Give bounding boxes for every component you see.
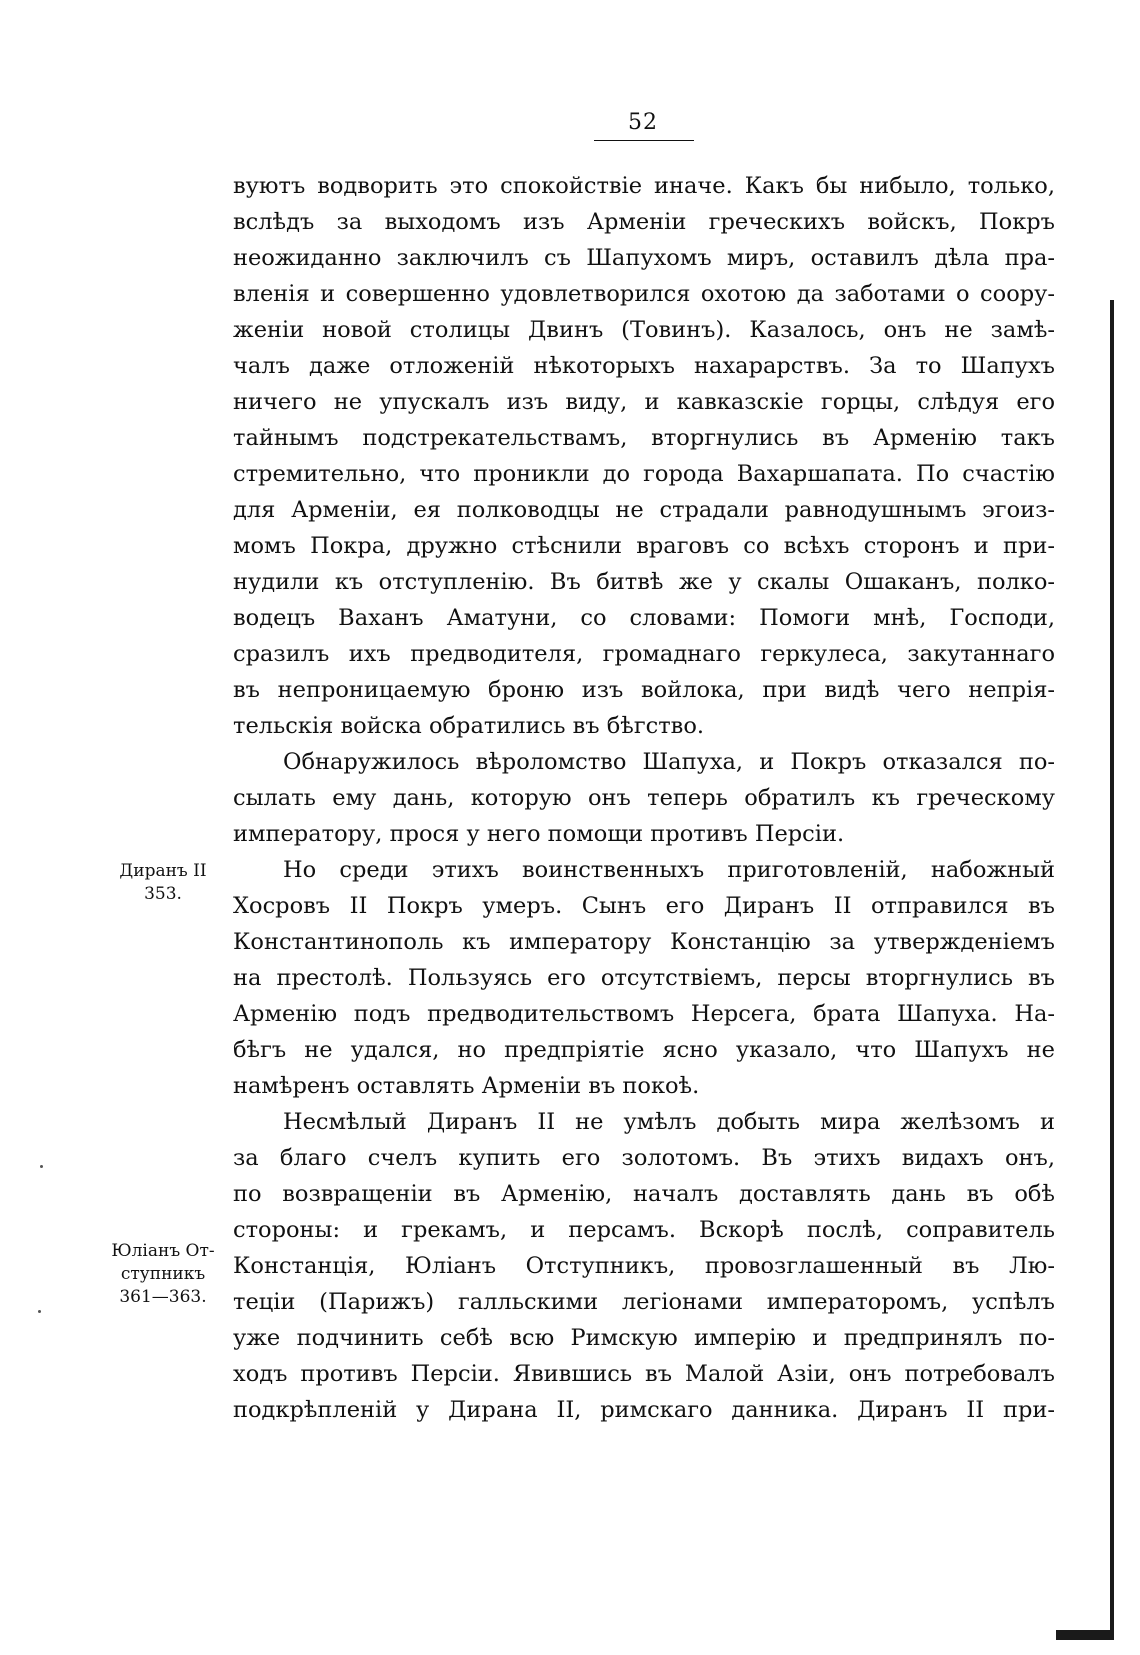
text-line: нудили къ отступленію. Въ битвѣ же у скалы Ошаканъ, полко- (233, 569, 1055, 595)
text-line: на престолѣ. Пользуясь его отсутствіемъ, персы вторгнулись въ (233, 965, 1055, 991)
page-number: 52 (628, 110, 658, 135)
page-edge-shadow (1056, 1630, 1114, 1640)
margin-note-name: Диранъ II (119, 861, 207, 881)
text-line: водецъ Ваханъ Аматуни, со словами: Помоги мнѣ, Господи, (233, 605, 1055, 631)
margin-note-julian (98, 1240, 228, 1309)
text-line: подкрѣпленій у Дирана II, римскаго данника. Диранъ II при- (233, 1397, 1055, 1423)
text-line: женіи новой столицы Двинъ (Товинъ). Казалось, онъ не замѣ- (233, 317, 1055, 343)
text-line: тельскія войска обратились въ бѣгство. (233, 713, 705, 739)
scan-speck (38, 1310, 41, 1313)
text-line: стороны: и грекамъ, и персамъ. Вскорѣ послѣ, соправитель (233, 1217, 1055, 1243)
text-line: сылать ему дань, которую онъ теперь обратилъ къ греческому (233, 785, 1055, 811)
text-line: неожиданно заключилъ съ Шапухомъ миръ, оставилъ дѣла пра- (233, 245, 1055, 271)
margin-note-name: Юліанъ От- (111, 1241, 215, 1261)
text-line: Обнаружилось вѣроломство Шапуха, и Покръ отказался по- (283, 749, 1055, 775)
text-line: теціи (Парижъ) галльскими легіонами императоромъ, успѣлъ (233, 1289, 1055, 1315)
text-line: ходъ противъ Персіи. Явившись въ Малой Азіи, онъ потребовалъ (233, 1361, 1055, 1387)
text-line: по возвращеніи въ Арменію, началъ доставлять дань въ обѣ (233, 1181, 1055, 1207)
text-line: Но среди этихъ воинственныхъ приготовленій, набожный (283, 857, 1055, 883)
text-line: императору, прося у него помощи противъ Персіи. (233, 821, 845, 847)
text-line: момъ Покра, дружно стѣснили враговъ со всѣхъ сторонъ и при- (233, 533, 1055, 559)
text-line: бѣгъ не удался, но предпріятіе ясно указало, что Шапухъ не (233, 1037, 1055, 1063)
text-line: сразилъ ихъ предводителя, громаднаго геркулеса, закутаннаго (233, 641, 1055, 667)
text-line: вленія и совершенно удовлетворился охотою да заботами о соору- (233, 281, 1055, 307)
text-line: Константинополь къ императору Констанцію за утвержденіемъ (233, 929, 1055, 955)
margin-note-diran (108, 860, 218, 906)
margin-note-name: ступникъ (120, 1264, 206, 1284)
margin-note-year: 353. (144, 884, 182, 904)
text-line: Арменію подъ предводительствомъ Нерсега, брата Шапуха. На- (233, 1001, 1055, 1027)
margin-note-years: 361—363. (119, 1287, 207, 1307)
text-line: вуютъ водворить это спокойствіе иначе. Какъ бы нибыло, только, (233, 173, 1055, 199)
text-line: намѣренъ оставлять Арменіи въ покоѣ. (233, 1073, 700, 1099)
text-line: въ непроницаемую броню изъ войлока, при видѣ чего непрія- (233, 677, 1055, 703)
text-line: ничего не упускалъ изъ виду, и кавказскіе горцы, слѣдуя его (233, 389, 1055, 415)
scan-speck (40, 1165, 43, 1168)
text-line: стремительно, что проникли до города Вахаршапата. По счастію (233, 461, 1055, 487)
text-line: чалъ даже отложеній нѣкоторыхъ нахарарствъ. За то Шапухъ (233, 353, 1055, 379)
text-line: Несмѣлый Диранъ II не умѣлъ добыть мира желѣзомъ и (283, 1109, 1055, 1135)
page-edge-shadow (1110, 300, 1114, 1640)
text-line: за благо счелъ купить его золотомъ. Въ этихъ видахъ онъ, (233, 1145, 1055, 1171)
page-number-rule (594, 140, 694, 141)
text-line: вслѣдъ за выходомъ изъ Арменіи греческихъ войскъ, Покръ (233, 209, 1055, 235)
text-line: Констанція, Юліанъ Отступникъ, провозглашенный въ Лю- (233, 1253, 1055, 1279)
text-line: тайнымъ подстрекательствамъ, вторгнулись въ Арменію такъ (233, 425, 1055, 451)
text-line: Хосровъ II Покръ умеръ. Сынъ его Диранъ II отправился въ (233, 893, 1055, 919)
text-line: уже подчинить себѣ всю Римскую имперію и предпринялъ по- (233, 1325, 1055, 1351)
text-line: для Арменіи, ея полководцы не страдали равнодушнымъ эгоиз- (233, 497, 1055, 523)
